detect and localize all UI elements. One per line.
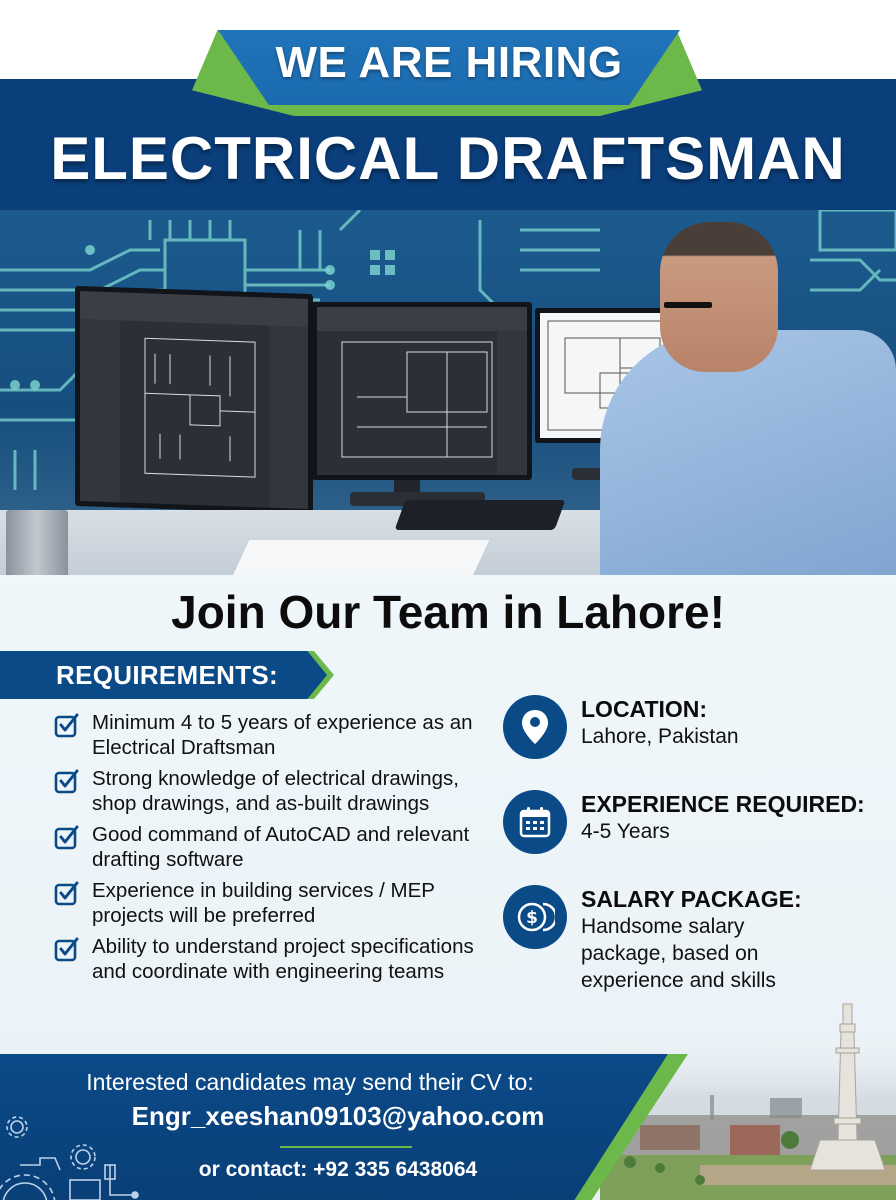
headline: Join Our Team in Lahore! xyxy=(171,586,725,638)
location-label: LOCATION: xyxy=(581,696,708,722)
hero-image xyxy=(0,210,896,575)
requirement-item xyxy=(54,878,494,928)
map-pin-icon xyxy=(520,708,550,746)
requirement-text: Ability to understand project specifications and coordinate with engineering teams xyxy=(92,935,474,983)
checkbox-checked-icon xyxy=(54,712,80,738)
salary-label: SALARY PACKAGE: xyxy=(581,886,802,912)
experience-icon-badge xyxy=(503,790,567,854)
monitor-center xyxy=(312,302,532,480)
job-title: ELECTRICAL DRAFTSMAN xyxy=(50,125,846,192)
requirement-text: Strong knowledge of electrical drawings, shop drawings, and as-built drawings xyxy=(92,767,459,815)
requirement-text: Minimum 4 to 5 years of experience as an Electrical Draftsman xyxy=(92,711,473,759)
checkbox-checked-icon xyxy=(54,936,80,962)
requirement-item xyxy=(54,766,494,816)
footer-divider xyxy=(280,1146,412,1148)
requirements-list xyxy=(54,710,494,990)
svg-text:$: $ xyxy=(526,908,538,928)
cad-floorplan-screen xyxy=(317,307,527,475)
requirement-item xyxy=(54,710,494,760)
cad-schematic-screen xyxy=(80,291,308,509)
experience-value: 4-5 Years xyxy=(581,820,670,843)
monitor-left xyxy=(75,286,313,514)
dollar-coin-icon xyxy=(515,897,555,937)
pencil-cup xyxy=(6,510,68,575)
requirement-text: Experience in building services / MEP projects will be preferred xyxy=(92,879,435,927)
location-value: Lahore, Pakistan xyxy=(581,725,739,748)
hiring-banner-text: WE ARE HIRING xyxy=(275,38,623,87)
drawing-papers xyxy=(231,540,490,575)
contact-phone[interactable]: or contact: +92 335 6438064 xyxy=(198,1158,478,1181)
checkbox-checked-icon xyxy=(54,824,80,850)
location-icon-badge xyxy=(503,695,567,759)
keyboard xyxy=(395,500,566,530)
requirement-item xyxy=(54,934,494,984)
checkbox-checked-icon xyxy=(54,880,80,906)
requirements-title: REQUIREMENTS: xyxy=(56,660,279,690)
requirement-text: Good command of AutoCAD and relevant drafting software xyxy=(92,823,470,871)
experience-label: EXPERIENCE REQUIRED: xyxy=(581,791,865,817)
experience-info xyxy=(503,790,865,854)
salary-info xyxy=(503,885,821,994)
location-info xyxy=(503,695,739,759)
footer-intro: Interested candidates may send their CV to: xyxy=(86,1069,534,1095)
glasses xyxy=(664,302,712,308)
requirement-item xyxy=(54,822,494,872)
salary-value: Handsome salary package, based on experience and skills xyxy=(581,915,776,992)
contact-email-link[interactable]: Engr_xeeshan09103@yahoo.com xyxy=(131,1101,545,1131)
salary-icon-badge xyxy=(503,885,567,949)
checkbox-checked-icon xyxy=(54,768,80,794)
calendar-icon xyxy=(518,805,552,839)
draftsman-head xyxy=(660,222,778,372)
